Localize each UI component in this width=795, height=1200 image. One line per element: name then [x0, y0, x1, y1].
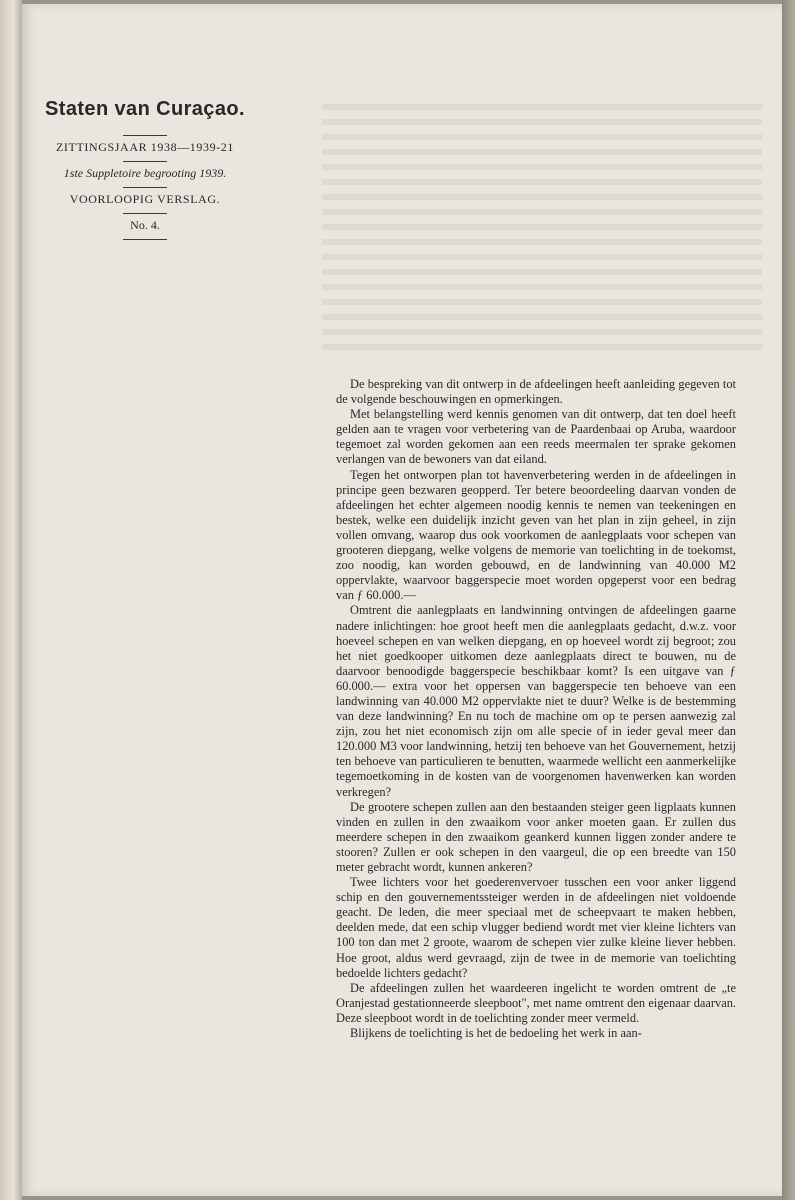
paragraph: De grootere schepen zullen aan den bestaanden steiger geen ligplaats kunnen vinden en zullen in den zwaaikom voor anker moeten gaan. Er zullen dus meerdere schepen in den zwaaikom geankerd kunnen liggen zonder andere te stooren? Zullen er ook schepen in den vaargeul, die op een breedte van 150 meter gebracht wordt, kunnen ankeren? [336, 799, 736, 874]
show-through-text [322, 104, 762, 354]
divider [123, 161, 167, 162]
document-header [30, 98, 260, 240]
report-type: VOORLOOPIG VERSLAG. [69, 192, 221, 206]
divider [123, 135, 167, 136]
page-title: Staten van Curaçao. [45, 98, 245, 120]
session-year: ZITTINGSJAAR 1938—1939-21 [56, 140, 234, 154]
paragraph: De afdeelingen zullen het waardeeren ingelicht te worden omtrent de „te Oranjestad gestationneerde sleepboot", met name omtrent den eigenaar daarvan. Deze sleepboot wordt in de toelichting zonder meer vermeld. [336, 980, 736, 1025]
divider [123, 239, 167, 240]
budget-subject: 1ste Suppletoire begrooting 1939. [63, 166, 227, 180]
book-spine-edge [0, 0, 22, 1200]
paragraph: Tegen het ontworpen plan tot havenverbetering werden in de afdeelingen in principe geen bezwaren geopperd. Ter betere beoordeeling daarvan vonden de afdeelingen het echter algemeen noodig kennis te nemen van teekeningen en bestek, welke een duidelijk inzicht geven van het plan in zijn geheel, in zijn vollen omvang, waarop dus ook voorkomen de aanlegplaats voor schepen van grooteren diepgang, welke volgens de memorie van toelichting in de toekomst, zoo noodig, kan worden gebouwd, en de landwinning van 40.000 M2 oppervlakte, waarvoor baggerspecie moet worden opgeperst voor een bedrag van ƒ 60.000.— [336, 467, 736, 603]
paragraph: Omtrent die aanlegplaats en landwinning ontvingen de afdeelingen gaarne nadere inlichtingen: hoe groot heeft men die aanlegplaats gedacht, d.w.z. voor hoeveel schepen en van welken diepgang, en op hoeveel wordt zij begroot; zou het niet goedkooper uitkomen deze aanlegplaats direct te bouwen, nu de daarvoor benoodigde baggerspecie beschikbaar komt? Is een uitgave van ƒ 60.000.— extra voor het oppersen van baggerspecie ten behoeve van een landwinning van 40.000 M2 oppervlakte niet te duur? Welke is de bestemming van deze landwinning? En nu toch de machine om op te persen aanwezig zal zijn, zou het niet economisch zijn om alle specie of in ieder geval meer dan 120.000 M3 voor landwinning, hetzij ten behoeve van het Gouvernement, hetzij ten behoeve van particulieren te benutten, waarmede wellicht een aanmerkelijke tegemoetkoming in de kosten van de voorgenomen havenwerken kan worden verkregen? [336, 603, 736, 799]
document-number: No. 4. [130, 218, 160, 232]
report-body [336, 377, 736, 1041]
paragraph: Blijkens de toelichting is het de bedoeling het werk in aan- [350, 1026, 642, 1041]
divider [123, 187, 167, 188]
page-edge-right [782, 0, 795, 1200]
paragraph: De bespreking van dit ontwerp in de afdeelingen heeft aanleiding gegeven tot de volgende beschouwingen en opmerkingen. [336, 377, 736, 407]
paragraph: Twee lichters voor het goederenvervoer tusschen een voor anker liggend schip en den gouvernementssteiger werden in de afdeelingen niet voldoende geacht. De leden, die meer speciaal met de scheepvaart te maken hebben, deelden mede, dat een schip vlugger bediend wordt met vier kleine lichters van 100 ton dan met 2 groote, waarom de schepen vier zulke kleine liever hebben. Hoe groot, aldus werd gevraagd, zijn de twee in de memorie van toelichting bedoelde lichters gedacht? [336, 875, 736, 980]
divider [123, 213, 167, 214]
paragraph: Met belangstelling werd kennis genomen van dit ontwerp, dat ten doel heeft gelden aan te vragen voor verbetering van de Paardenbaai op Aruba, waardoor tegemoet zal worden gekomen aan een reeds meermalen ter sprake gekomen verlangen van de bewoners van dat eiland. [336, 407, 736, 467]
